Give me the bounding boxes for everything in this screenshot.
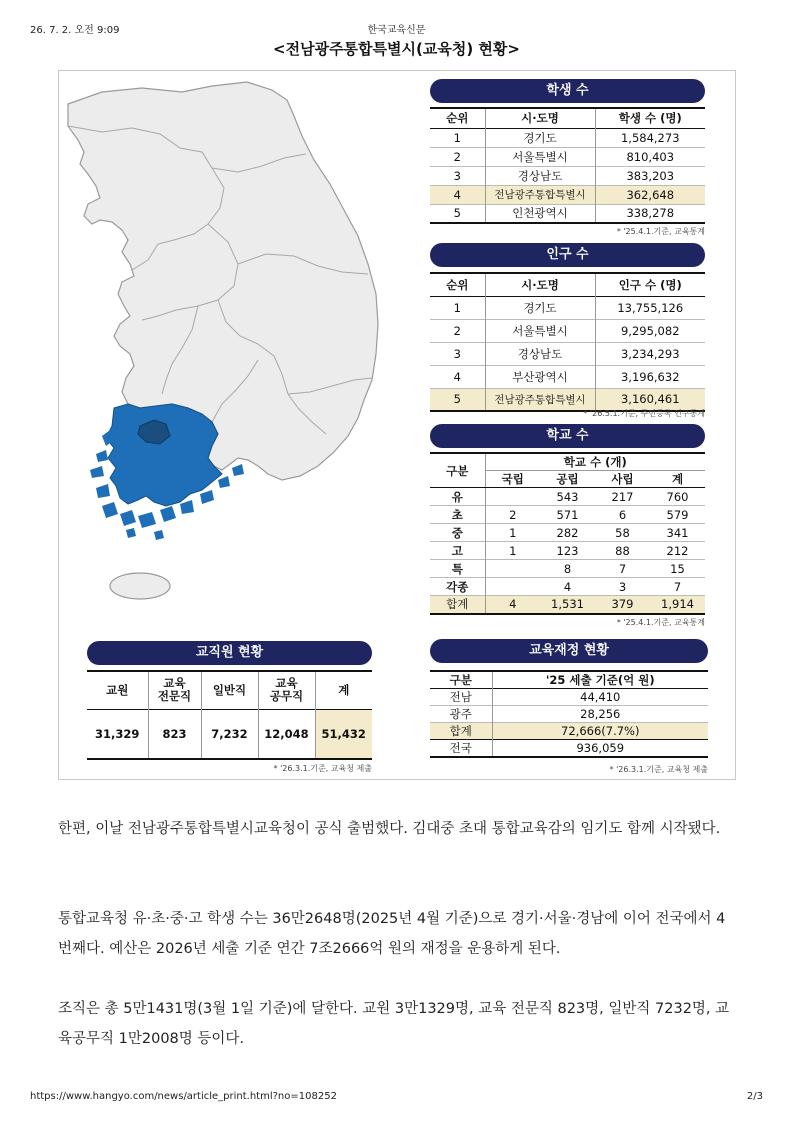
- cell-rank: 4: [430, 185, 485, 204]
- table-row: [430, 524, 705, 542]
- cell-rank: 1: [453, 130, 461, 145]
- table-row-highlight: [430, 185, 705, 204]
- cell-level: 초: [430, 506, 485, 524]
- cell-count: 1,584,273: [620, 130, 680, 145]
- cell-count: 338,278: [626, 206, 675, 221]
- article-paragraph: 조직은 총 5만1431명(3월 1일 기준)에 달한다. 교원 3만1329명, 교육 전문직 823명, 일반직 7232명, 교육공무직 1만2008명 등이다.: [58, 1001, 730, 1047]
- staff-col-general: 일반직: [201, 671, 258, 709]
- footer-url[interactable]: https://www.hangyo.com/news/article_print.html?no=108252: [30, 1091, 337, 1102]
- cell-count: 9,295,082: [620, 323, 680, 338]
- cell-region: 전남: [430, 689, 492, 706]
- cell-total: 15: [670, 561, 685, 576]
- table-row: [430, 342, 705, 365]
- cell-private: 3: [618, 579, 627, 594]
- cell-private: 88: [615, 543, 630, 558]
- cell-region: 서울특별시: [485, 319, 595, 342]
- cell-amount: 44,410: [580, 690, 621, 704]
- cell-rank: 2: [453, 149, 461, 164]
- table-row: [430, 706, 708, 723]
- map-jeju-island: [110, 573, 170, 599]
- students-col-region: 시·도명: [485, 108, 595, 128]
- cell-national: 1: [509, 543, 517, 558]
- students-note: * '25.4.1.기준, 교육통계: [616, 227, 705, 236]
- cell-public: 123: [556, 543, 579, 558]
- cell-rank: 4: [453, 369, 461, 384]
- cell-civil: 12,048: [258, 709, 315, 759]
- staff-note: * '26.3.1.기준, 교육청 제출: [273, 764, 372, 773]
- schools-title: 학교 수: [430, 424, 705, 448]
- table-row: [430, 147, 705, 166]
- population-table: [430, 272, 705, 412]
- cell-region: 전국: [430, 740, 492, 758]
- schools-col-private: 사립: [611, 472, 634, 486]
- cell-region: 서울특별시: [485, 147, 595, 166]
- population-col-region: 시·도명: [485, 273, 595, 296]
- population-note: * '26.5.1.기준, 주민등록 인구통계: [583, 409, 705, 418]
- students-table: [430, 107, 705, 224]
- cell-count: 3,160,461: [595, 388, 705, 411]
- cell-public: 4: [563, 579, 572, 594]
- cell-count: 383,203: [626, 168, 675, 183]
- finance-note: * '26.3.1.기준, 교육청 제출: [609, 765, 708, 774]
- table-row: [430, 740, 708, 758]
- cell-count: 13,755,126: [617, 300, 684, 315]
- cell-public: 1,531: [540, 596, 595, 614]
- table-row: [430, 578, 705, 596]
- schools-note: * '25.4.1.기준, 교육통계: [616, 618, 705, 627]
- cell-national: [485, 578, 540, 596]
- cell-count: 362,648: [595, 185, 705, 204]
- cell-private: 7: [618, 561, 627, 576]
- cell-national: 2: [509, 507, 517, 522]
- table-row: [430, 128, 705, 147]
- cell-rank: 5: [453, 206, 461, 221]
- schools-table: [430, 452, 705, 615]
- cell-level: 고: [430, 542, 485, 560]
- cell-region: 전남광주통합특별시: [485, 185, 595, 204]
- students-col-rank: 순위: [446, 111, 469, 126]
- students-title: 학생 수: [430, 79, 705, 103]
- cell-total: 51,432: [315, 709, 372, 759]
- finance-col-region: 구분: [430, 671, 492, 689]
- cell-level: 유: [430, 488, 485, 506]
- table-row: [430, 689, 708, 706]
- table-row: [430, 488, 705, 506]
- staff-title: 교직원 현황: [87, 641, 372, 665]
- cell-amount: 936,059: [576, 741, 625, 755]
- table-row: [430, 319, 705, 342]
- cell-region: 부산광역시: [485, 365, 595, 388]
- population-col-count: 인구 수 (명): [618, 277, 682, 292]
- finance-title: 교육재정 현황: [430, 639, 708, 663]
- cell-region: 광주: [430, 706, 492, 723]
- cell-total: 212: [666, 543, 689, 558]
- cell-private: 217: [611, 489, 634, 504]
- cell-total: 341: [666, 525, 689, 540]
- table-row-total: [430, 723, 708, 740]
- schools-col-total: 계: [671, 472, 684, 486]
- staff-table: [87, 670, 372, 760]
- cell-teachers: 31,329: [87, 709, 148, 759]
- table-row: [430, 204, 705, 223]
- schools-col-group: 구분: [430, 453, 485, 488]
- staff-col-teachers: 교원: [87, 671, 148, 709]
- table-row: [430, 560, 705, 578]
- cell-region: 경상남도: [485, 342, 595, 365]
- article-paragraph: 통합교육청 유·초·중·고 학생 수는 36만2648명(2025년 4월 기준)으로 경기·서울·경남에 이어 전국에서 4번째다. 예산은 2026년 세출 기준 연간 7조2666억 원의 재정을 운용하게 된다.: [58, 911, 726, 957]
- footer-page-number: 2/3: [746, 1091, 763, 1102]
- table-row-total: [430, 596, 705, 614]
- cell-rank: 3: [453, 346, 461, 361]
- cell-region: 경기도: [485, 296, 595, 319]
- schools-col-national: 국립: [501, 472, 524, 486]
- cell-private: 6: [618, 507, 627, 522]
- cell-region: 경기도: [485, 128, 595, 147]
- schools-col-count: 학교 수 (개): [485, 453, 705, 471]
- cell-rank: 3: [453, 168, 461, 183]
- cell-count: 3,196,632: [620, 369, 680, 384]
- print-date: 26. 7. 2. 오전 9:09: [30, 25, 120, 36]
- table-row: [87, 709, 372, 759]
- cell-count: 3,234,293: [620, 346, 680, 361]
- cell-national: [485, 560, 540, 578]
- cell-rank: 2: [453, 323, 461, 338]
- cell-national: 4: [485, 596, 540, 614]
- table-row: [430, 296, 705, 319]
- cell-national: 1: [509, 525, 517, 540]
- cell-private: 379: [595, 596, 650, 614]
- cell-level: 특: [430, 560, 485, 578]
- cell-total: 760: [666, 489, 689, 504]
- korea-map: [62, 74, 412, 614]
- cell-region: 합계: [430, 723, 492, 740]
- population-col-rank: 순위: [446, 277, 469, 292]
- cell-level: 중: [430, 524, 485, 542]
- cell-public: 8: [563, 561, 572, 576]
- students-col-count: 학생 수 (명): [618, 111, 682, 126]
- finance-col-amount: '25 세출 기준(억 원): [545, 673, 655, 687]
- cell-count: 810,403: [626, 149, 675, 164]
- cell-total: 7: [673, 579, 682, 594]
- site-name: 한국교육신문: [367, 25, 426, 36]
- cell-amount: 72,666(7.7%): [492, 723, 708, 740]
- table-row: [430, 506, 705, 524]
- cell-public: 543: [556, 489, 579, 504]
- cell-rank: 5: [430, 388, 485, 411]
- cell-public: 282: [556, 525, 579, 540]
- cell-total: 579: [666, 507, 689, 522]
- staff-col-specialists: 교육 전문직: [148, 671, 201, 709]
- staff-col-civil: 교육 공무직: [258, 671, 315, 709]
- cell-region: 전남광주통합특별시: [485, 388, 595, 411]
- table-row: [430, 542, 705, 560]
- table-row: [430, 166, 705, 185]
- cell-region: 인천광역시: [485, 204, 595, 223]
- cell-level: 합계: [430, 596, 485, 614]
- article-paragraph: 한편, 이날 전남광주통합특별시교육청이 공식 출범했다. 김대중 초대 통합교육감의 임기도 함께 시작됐다.: [58, 821, 721, 837]
- cell-region: 경상남도: [485, 166, 595, 185]
- schools-col-public: 공립: [556, 472, 579, 486]
- cell-national: [485, 488, 540, 506]
- cell-rank: 1: [453, 300, 461, 315]
- cell-specialists: 823: [148, 709, 201, 759]
- cell-amount: 28,256: [580, 707, 621, 721]
- staff-col-total: 계: [338, 683, 350, 698]
- cell-total: 1,914: [650, 596, 705, 614]
- finance-table: [430, 670, 708, 758]
- infographic-title: <전남광주통합특별시(교육청) 현황>: [273, 40, 520, 58]
- cell-public: 571: [556, 507, 579, 522]
- cell-level: 각종: [430, 578, 485, 596]
- table-row: [430, 365, 705, 388]
- cell-private: 58: [615, 525, 630, 540]
- cell-general: 7,232: [201, 709, 258, 759]
- population-title: 인구 수: [430, 243, 705, 267]
